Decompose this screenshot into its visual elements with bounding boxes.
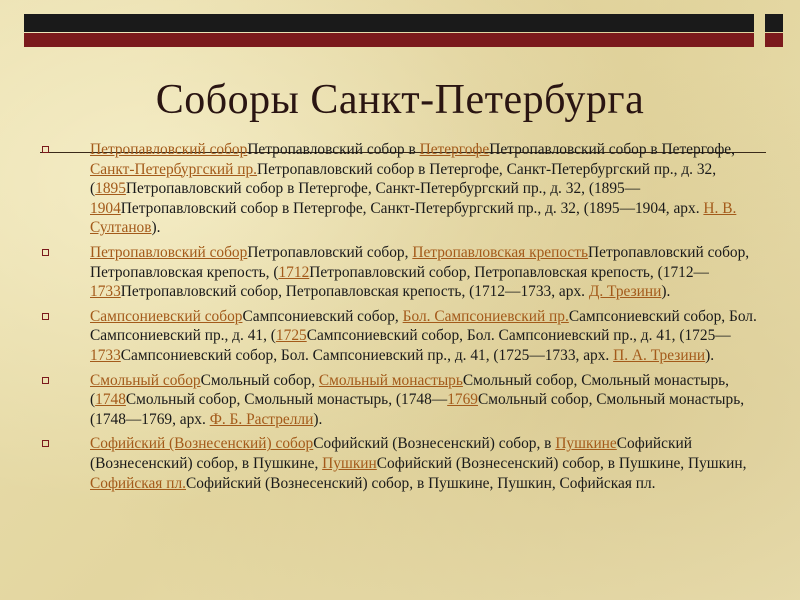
item-link[interactable]: 1733 <box>90 346 121 364</box>
item-link[interactable]: Пушкине <box>555 435 617 453</box>
corner-square-red <box>765 33 783 47</box>
item-link[interactable]: Софийская пл. <box>90 474 187 492</box>
cathedral-list <box>42 140 762 493</box>
item-link[interactable]: Петропавловский собор <box>90 243 248 261</box>
list-item <box>42 434 762 493</box>
item-text: Петропавловский собор в Петергофе, Санкт-Петербургский пр., д. 32, (1895—1904, арх. <box>120 199 704 217</box>
item-text: Петропавловский собор, Петропавловская крепость, ( <box>90 243 750 281</box>
corner-square-black <box>765 14 783 32</box>
item-text: ). <box>151 219 161 237</box>
list-item <box>42 140 762 238</box>
item-text: Петропавловский собор, <box>247 243 413 261</box>
item-text: Петропавловский собор в <box>247 141 420 158</box>
item-text: Софийский (Вознесенский) собор, в Пушкине, <box>90 435 692 472</box>
item-link[interactable]: 1769 <box>447 391 478 409</box>
hollow-square-bullet-icon <box>42 440 49 447</box>
item-text: ). <box>313 410 323 428</box>
item-text: ). <box>705 346 715 364</box>
item-link[interactable]: 1904 <box>90 199 121 217</box>
item-link[interactable]: Бол. Сампсониевский пр. <box>402 307 569 325</box>
item-link[interactable]: Софийский (Вознесенский) собор <box>90 435 314 453</box>
item-text: ). <box>661 283 671 301</box>
item-text: Петропавловский собор, Петропавловская крепость, (1712—1733, арх. <box>120 283 589 301</box>
header-bar-red <box>24 33 754 47</box>
item-link[interactable]: Сампсониевский собор <box>90 307 243 325</box>
item-text: Сампсониевский собор, Бол. Сампсониевский пр., д. 41, (1725— <box>306 327 731 345</box>
item-text: Сампсониевский собор, <box>242 307 403 325</box>
item-link[interactable]: Пушкин <box>322 454 377 472</box>
item-link[interactable]: 1733 <box>90 283 121 301</box>
item-text: Сампсониевский собор, Бол. Сампсониевский пр., д. 41, (1725—1733, арх. <box>120 346 614 364</box>
item-text: Сампсониевский собор, Бол. Сампсониевский пр., д. 41, ( <box>90 307 757 345</box>
hollow-square-bullet-icon <box>42 313 49 320</box>
item-text: Софийский (Вознесенский) собор, в Пушкине, Пушкин, <box>376 454 747 472</box>
item-link[interactable]: Д. Трезини <box>588 283 662 301</box>
item-text: Софийский (Вознесенский) собор, в <box>313 435 556 453</box>
hollow-square-bullet-icon <box>42 146 49 153</box>
item-link[interactable]: Ф. Б. Растрелли <box>209 410 314 428</box>
hollow-square-bullet-icon <box>42 377 49 384</box>
item-text: Смольный собор, Смольный монастырь, (1748—1769, арх. <box>90 391 745 428</box>
item-link[interactable]: 1748 <box>95 391 126 409</box>
item-text: Петропавловский собор в Петергофе, Санкт-Петербургский пр., д. 32, (1895— <box>125 180 641 198</box>
item-link[interactable]: Смольный собор <box>90 371 201 389</box>
item-link[interactable]: 1895 <box>95 180 126 198</box>
item-link[interactable]: 1712 <box>278 263 310 281</box>
list-item <box>42 307 762 366</box>
item-link[interactable]: Петропавловская крепость <box>412 243 588 261</box>
item-link[interactable]: Петергофе <box>419 141 490 158</box>
item-link[interactable]: Смольный монастырь <box>318 371 463 389</box>
item-link[interactable]: Санкт-Петербургский пр. <box>90 160 258 178</box>
item-text: Смольный собор, Смольный монастырь, (1748— <box>125 391 448 409</box>
list-item <box>42 371 762 430</box>
item-text: Петропавловский собор в Петергофе, <box>489 141 735 158</box>
list-item <box>42 243 762 302</box>
item-link[interactable]: П. А. Трезини <box>613 346 706 364</box>
item-text: Петропавловский собор в Петергофе, Санкт-Петербургский пр., д. 32, ( <box>90 160 717 198</box>
item-link[interactable]: 1725 <box>275 327 307 345</box>
item-text: Смольный собор, <box>200 371 319 389</box>
hollow-square-bullet-icon <box>42 249 49 256</box>
item-link[interactable]: Петропавловский собор <box>90 141 248 158</box>
item-link[interactable]: Н. В. Султанов <box>90 199 737 237</box>
item-text: Петропавловский собор, Петропавловская крепость, (1712— <box>309 263 709 281</box>
item-text: Смольный собор, Смольный монастырь, ( <box>90 371 730 409</box>
header-bar-black <box>24 14 754 32</box>
slide-title: Соборы Санкт-Петербурга <box>155 77 645 123</box>
item-text: Софийский (Вознесенский) собор, в Пушкине, Пушкин, Софийская пл. <box>186 474 656 492</box>
slide-content <box>42 140 762 600</box>
